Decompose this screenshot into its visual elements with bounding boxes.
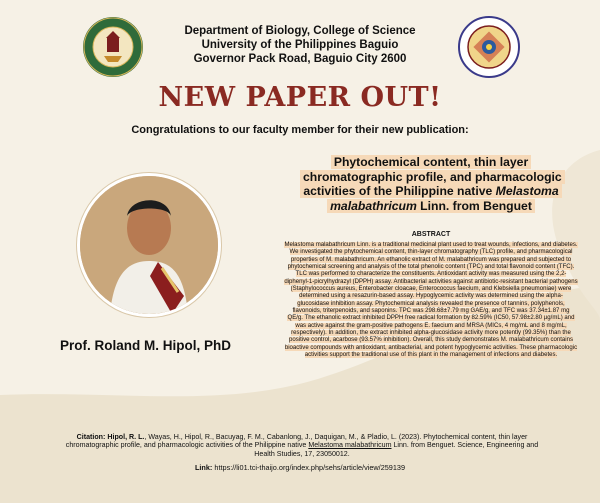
header-line-1: Department of Biology, College of Science xyxy=(184,25,416,37)
department-header xyxy=(120,24,480,66)
paper-title-part-1: Phytochemical content, thin layer chromatographic profile, and pharmacologic activities of the Philippine native xyxy=(303,155,562,198)
citation-text-2: Linn. from Benguet. Science, Engineering and Health Studies, 17, 23050012. xyxy=(254,441,539,458)
citation-label: Citation: xyxy=(76,433,106,441)
header-line-3: Governor Pack Road, Baguio City 2600 xyxy=(193,53,407,65)
link-label: Link: xyxy=(194,463,213,472)
paper-title-part-2: Linn. from Benguet xyxy=(416,198,532,213)
citation-author: Hipol, R. L. xyxy=(107,433,145,441)
article-link xyxy=(0,463,600,472)
congrats-text: Congratulations to our faculty member for their new publication: xyxy=(131,124,469,136)
citation-species: Melastoma malabathricum xyxy=(308,441,392,450)
abstract-text: Melastoma malabathricum Linn. is a traditional medicinal plant used to treat wounds, infections, and diabetes. We investigated the phytochemical content, thin-layer chromatography (TLC) profile, and pharmacological properties of M. malabathricum. An ethanolic extract of M. malabathricum was prepared and subjected to phytochemical screening and analysis of the total phenolic content (TPC) and total flavonoid content (TFC). TLC was performed to characterize the constituents. Antioxidant activity was measured using the 2,2-diphenyl-1-picrylhydrazyl (DPPH) assay. Antibacterial activities against antibiotic-resistant bacterial pathogens (Staphylococcus aureus, Enterobacter cloacae, Enterococcus faecium, and Klebsiella pneumoniae) were determined using a resazurin-based assay. Hypoglycemic activity was determined using the alpha-glucosidase inhibition assay. Phytochemical analysis revealed the presence of tannins, polyphenols, flavonoids, triterpenoids, and saponins. TPC was 298.68±7.79 mg GAE/g, and TFC was 37.34±1.87 mg QE/g. The ethanolic extract inhibited DPPH free radical formation by 82.59% (IC50, 57.98±2.80 µg/mL) and was active against the gram-positive pathogens E. faecium and MRSA (MICs, 4 mg/mL and 8 mg/mL, respectively). In addition, the extract inhibited alpha-glucosidase activity more potently (99.35%) than the positive control, acarbose (93.57% inhibition). Overall, this study demonstrates M. malabathricum contains bioactive compounds with antioxidant, antibacterial, and potent hypoglycemic activities. These pharmacologic activities support the traditional use of this plant in the management of infections and diabetes. xyxy=(284,242,578,359)
citation-text-1: , Wayas, H., Hipol, R., Bacuyag, F. M., Cabanlong, J., Daquigan, M., & Pladio, L. (2023). Phytochemical content, thin layer chromatographic profile, and pharmacologic activities of the Philippine native xyxy=(65,433,528,450)
citation xyxy=(62,433,542,458)
abstract-heading: ABSTRACT xyxy=(411,231,451,238)
paper-title-species: Melastoma malabathricum xyxy=(330,184,559,213)
link-url[interactable]: https://li01.tci-thaijo.org/index.php/sehs/article/view/259139 xyxy=(214,463,406,472)
faculty-name: Prof. Roland M. Hipol, PhD xyxy=(60,338,231,353)
headline: NEW PAPER OUT! xyxy=(158,82,442,113)
faculty-photo xyxy=(77,173,221,317)
paper-title xyxy=(300,155,562,213)
abstract-body xyxy=(284,242,578,360)
header-line-2: University of the Philippines Baguio xyxy=(201,39,399,51)
